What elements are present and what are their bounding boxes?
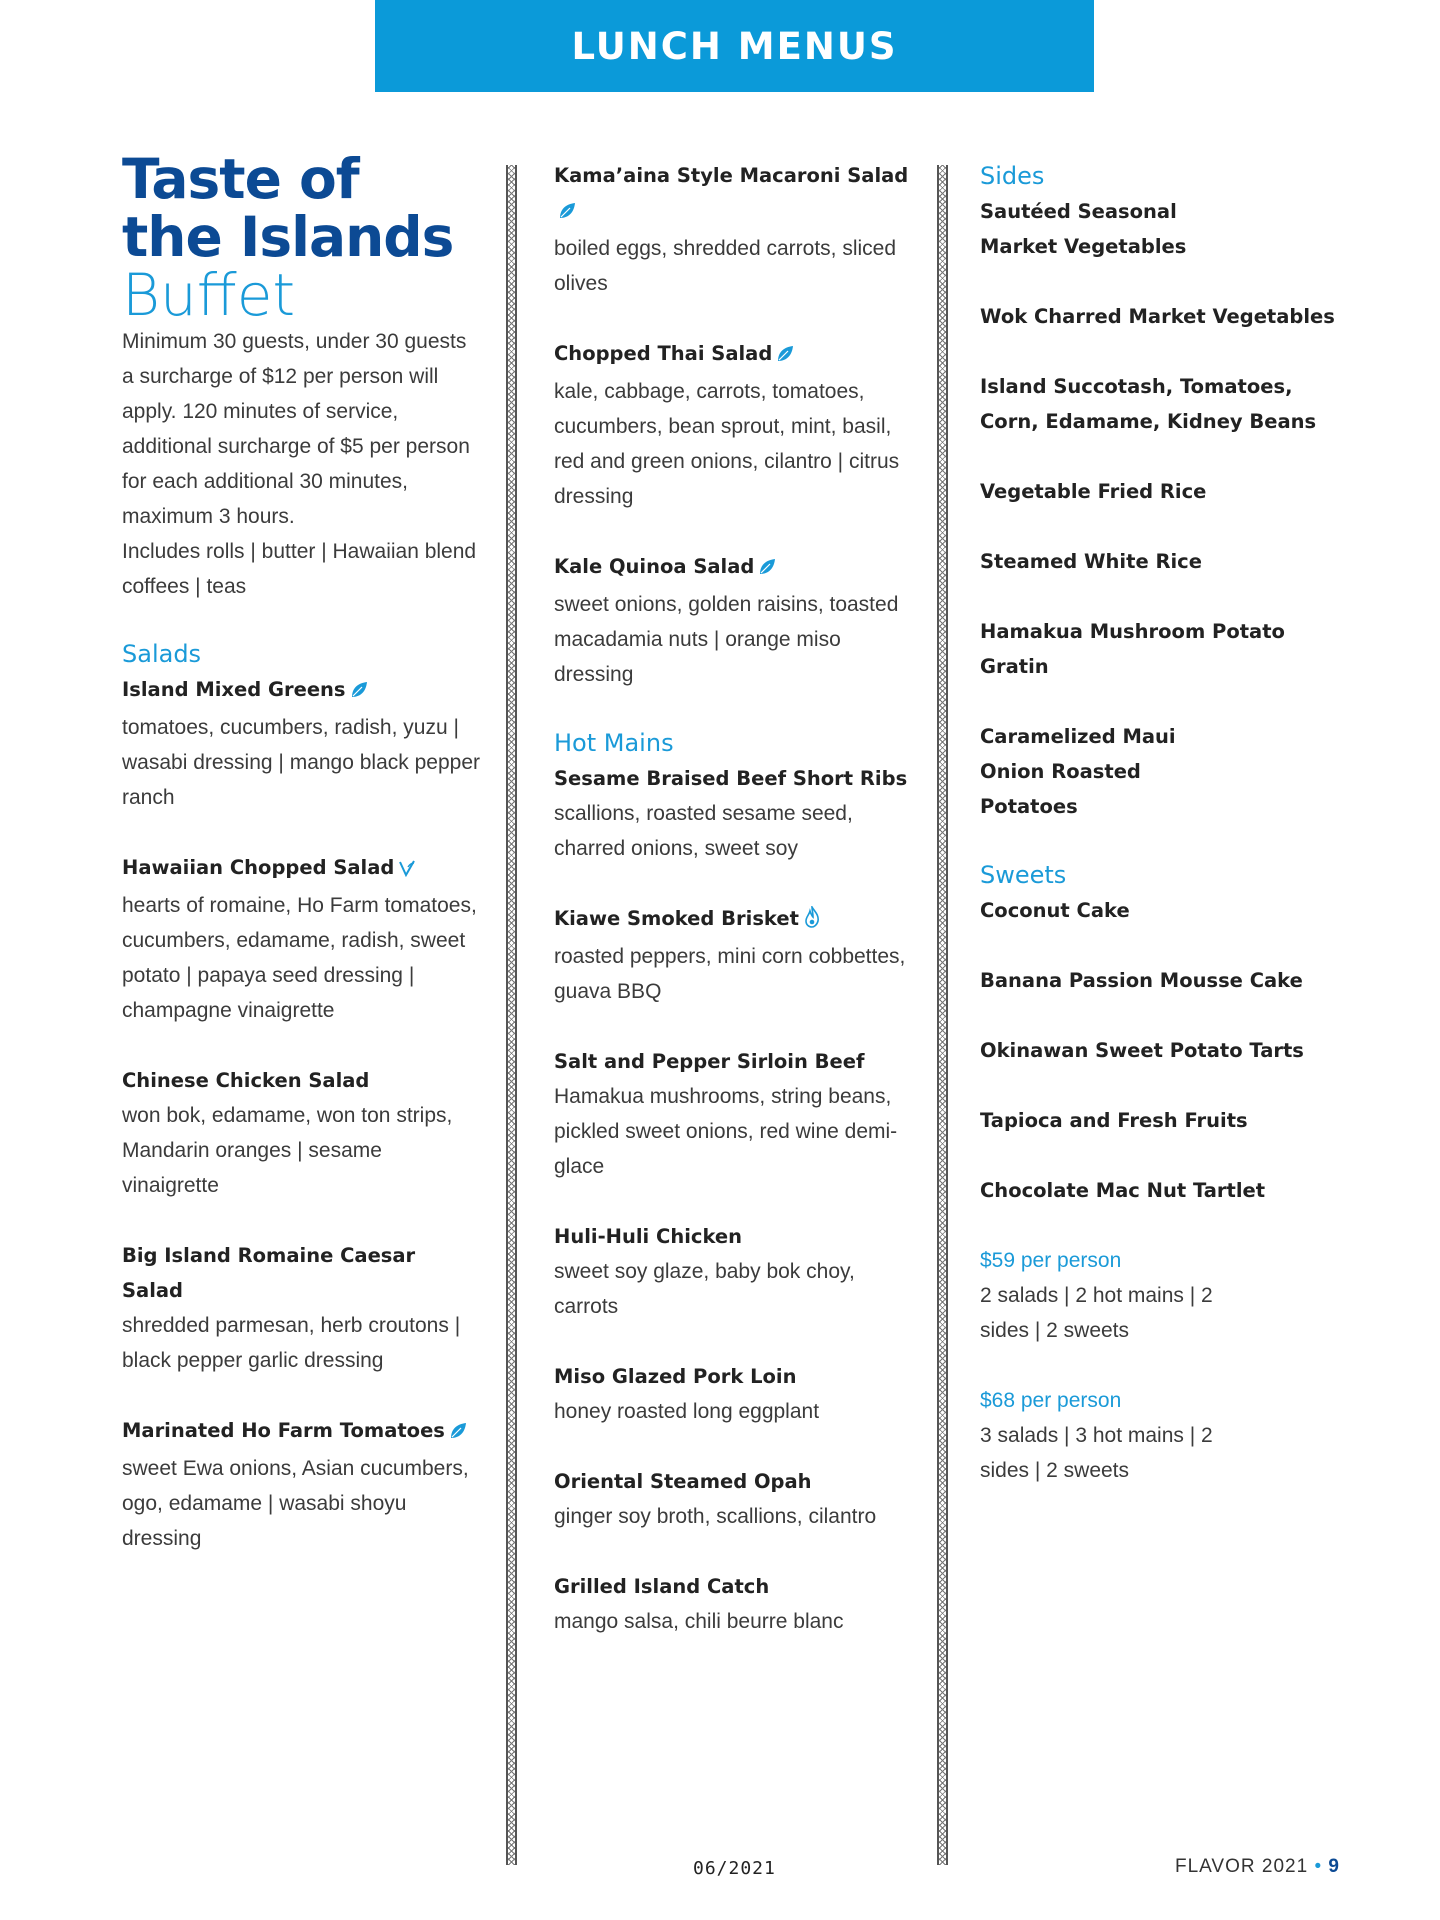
item-name: Oriental Steamed Opah — [554, 1470, 812, 1493]
item-description: honey roasted long eggplant — [554, 1400, 820, 1423]
item-name: Huli-Huli Chicken — [554, 1225, 743, 1248]
footer-separator: • — [1314, 1856, 1323, 1877]
item-description: sweet onions, golden raisins, toasted macadamia nuts | orange miso dressing — [554, 593, 899, 686]
column-divider-left — [506, 165, 517, 1865]
item-name: Wok Charred Market Vegetables — [980, 305, 1335, 328]
side-item — [980, 719, 1360, 824]
price-description: 3 salads | 3 hot mains | 2 sides | 2 sweets — [980, 1424, 1213, 1482]
item-description: scallions, roasted sesame seed, charred onions, sweet soy — [554, 802, 853, 860]
menu-item — [554, 761, 924, 866]
side-item — [980, 544, 1360, 579]
menu-item — [554, 1359, 924, 1429]
footer-date: 06/2021 — [693, 1858, 776, 1879]
menu-item — [122, 1063, 482, 1203]
item-description: boiled eggs, shredded carrots, sliced olives — [554, 237, 897, 295]
sweet-item — [980, 1033, 1360, 1068]
leaf-icon — [758, 552, 776, 587]
item-name: Hawaiian Chopped Salad — [122, 856, 395, 879]
item-name: Coconut Cake — [980, 899, 1130, 922]
leaf-icon — [776, 339, 794, 374]
item-name: Caramelized Maui Onion Roasted Potatoes — [980, 725, 1176, 818]
side-item — [980, 369, 1360, 439]
menu-item — [554, 549, 924, 692]
item-name: Salt and Pepper Sirloin Beef — [554, 1050, 865, 1073]
sweets-heading: Sweets — [980, 861, 1067, 889]
page-number: 9 — [1328, 1856, 1340, 1877]
item-name: Island Mixed Greens — [122, 678, 346, 701]
item-description: ginger soy broth, scallions, cilantro — [554, 1505, 877, 1528]
item-description: tomatoes, cucumbers, radish, yuzu | wasabi dressing | mango black pepper ranch — [122, 716, 480, 809]
leaf-icon — [558, 196, 576, 231]
sides-heading: Sides — [980, 162, 1045, 190]
column-divider-right — [937, 165, 948, 1865]
title-line-2: the Islands — [122, 205, 454, 269]
column-middle — [554, 158, 924, 1674]
menu-item — [554, 901, 924, 1009]
menu-item — [554, 1219, 924, 1324]
item-name: Banana Passion Mousse Cake — [980, 969, 1303, 992]
item-name: Miso Glazed Pork Loin — [554, 1365, 797, 1388]
page-title — [122, 147, 482, 329]
item-name: Island Succotash, Tomatoes, Corn, Edamame, Kidney Beans — [980, 375, 1317, 433]
item-description: won bok, edamame, won ton strips, Mandarin oranges | sesame vinaigrette — [122, 1104, 453, 1197]
sweet-item — [980, 1103, 1360, 1138]
banner-title: LUNCH MENUS — [571, 24, 898, 68]
menu-item — [554, 1464, 924, 1534]
item-name: Chocolate Mac Nut Tartlet — [980, 1179, 1266, 1202]
buffet-info: Minimum 30 guests, under 30 guests a surcharge of $12 per person will apply. 120 minutes of service, additional surcharge of $5 per person for each additional 30 minutes, maximum 3 hours. — [122, 330, 470, 528]
price-label: $59 per person — [980, 1249, 1122, 1272]
price-description: 2 salads | 2 hot mains | 2 sides | 2 sweets — [980, 1284, 1213, 1342]
item-description: mango salsa, chili beurre blanc — [554, 1610, 844, 1633]
footer-brand: FLAVOR 2021 — [1175, 1856, 1309, 1877]
item-name: Tapioca and Fresh Fruits — [980, 1109, 1248, 1132]
sweet-item — [980, 893, 1360, 928]
item-description: sweet Ewa onions, Asian cucumbers, ogo, edamame | wasabi shoyu dressing — [122, 1457, 469, 1550]
item-description: kale, cabbage, carrots, tomatoes, cucumbers, bean sprout, mint, basil, red and green onions, cilantro | citrus dressing — [554, 380, 900, 508]
item-name: Sautéed Seasonal Market Vegetables — [980, 200, 1187, 258]
column-left — [122, 147, 482, 1591]
item-name: Hamakua Mushroom Potato Gratin — [980, 620, 1285, 678]
menu-item — [554, 336, 924, 514]
side-item — [980, 614, 1360, 684]
menu-item — [554, 158, 924, 301]
item-description: hearts of romaine, Ho Farm tomatoes, cucumbers, edamame, radish, sweet potato | papaya seed dressing | champagne vinaigrette — [122, 894, 477, 1022]
item-name: Big Island Romaine Caesar Salad — [122, 1244, 416, 1302]
item-name: Sesame Braised Beef Short Ribs — [554, 767, 908, 790]
item-name: Steamed White Rice — [980, 550, 1202, 573]
title-line-3: Buffet — [122, 261, 296, 329]
side-item — [980, 299, 1360, 334]
vegan-icon — [398, 853, 416, 888]
lunch-menus-banner — [375, 0, 1094, 92]
menu-item — [122, 1238, 482, 1378]
sweet-item — [980, 1173, 1360, 1208]
buffet-includes: Includes rolls | butter | Hawaiian blend coffees | teas — [122, 540, 477, 598]
flame-icon — [803, 904, 821, 939]
footer-folio — [1175, 1856, 1340, 1878]
leaf-icon — [350, 675, 368, 710]
title-line-1: Taste of — [122, 147, 359, 211]
item-name: Kiawe Smoked Brisket — [554, 907, 799, 930]
item-description: Hamakua mushrooms, string beans, pickled sweet onions, red wine demi-glace — [554, 1085, 898, 1178]
column-right — [980, 158, 1360, 1523]
salads-heading: Salads — [122, 640, 202, 668]
price-option — [980, 1383, 1360, 1488]
menu-item — [122, 672, 482, 815]
sweet-item — [980, 963, 1360, 998]
item-name: Okinawan Sweet Potato Tarts — [980, 1039, 1304, 1062]
price-label: $68 per person — [980, 1389, 1122, 1412]
item-name: Vegetable Fried Rice — [980, 480, 1207, 503]
item-description: roasted peppers, mini corn cobbettes, guava BBQ — [554, 945, 906, 1003]
item-description: shredded parmesan, herb croutons | black pepper garlic dressing — [122, 1314, 461, 1372]
item-name: Kama’aina Style Macaroni Salad — [554, 164, 909, 187]
menu-item — [554, 1044, 924, 1184]
side-item — [980, 194, 1360, 264]
menu-item — [554, 1569, 924, 1639]
item-description: sweet soy glaze, baby bok choy, carrots — [554, 1260, 855, 1318]
hot-mains-heading: Hot Mains — [554, 729, 674, 757]
menu-item — [122, 1413, 482, 1556]
side-item — [980, 474, 1360, 509]
item-name: Kale Quinoa Salad — [554, 555, 755, 578]
leaf-icon — [449, 1416, 467, 1451]
item-name: Grilled Island Catch — [554, 1575, 770, 1598]
item-name: Chinese Chicken Salad — [122, 1069, 370, 1092]
price-option — [980, 1243, 1360, 1348]
menu-item — [122, 850, 482, 1028]
item-name: Chopped Thai Salad — [554, 342, 773, 365]
item-name: Marinated Ho Farm Tomatoes — [122, 1419, 445, 1442]
